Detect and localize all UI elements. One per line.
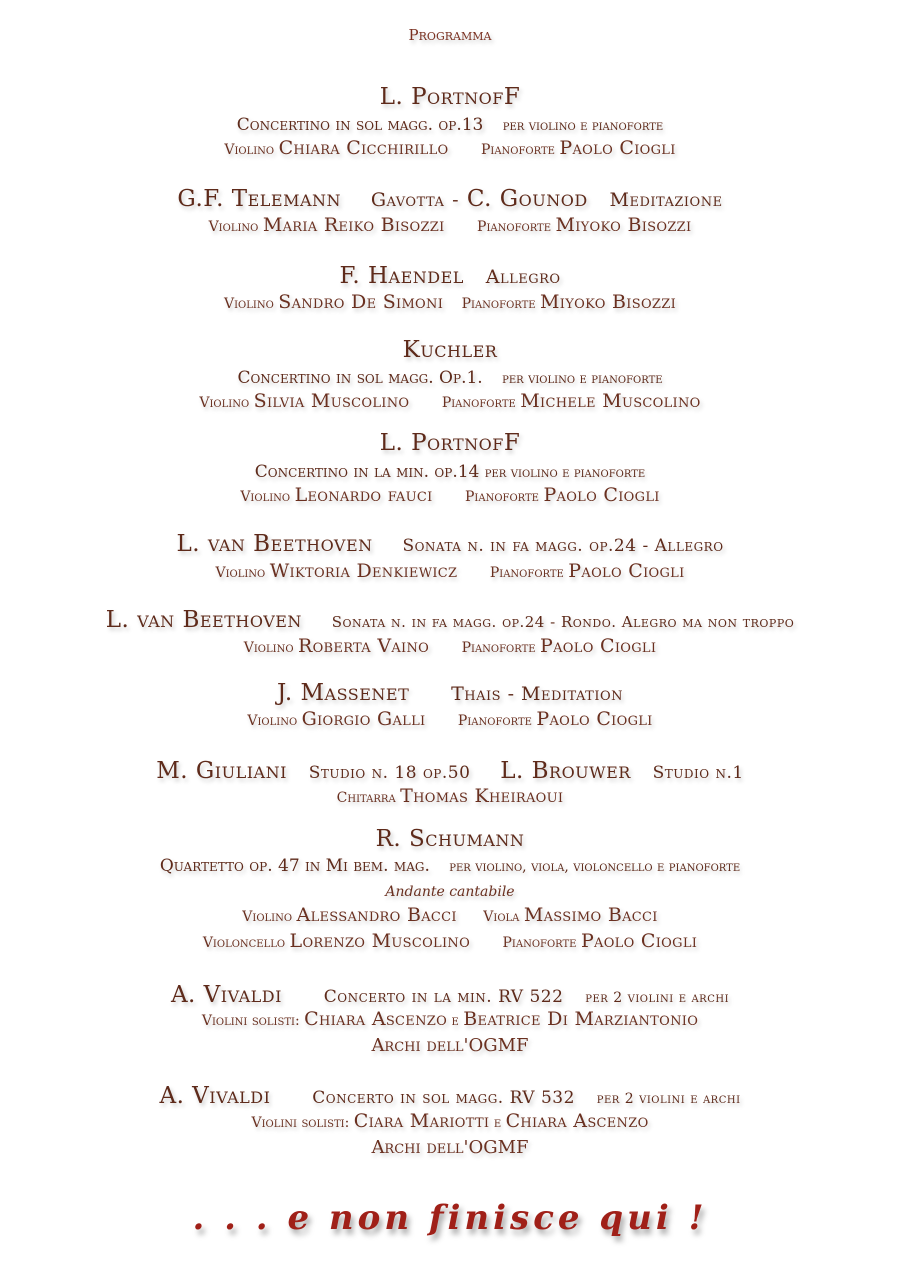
composer-line-9 — [0, 758, 900, 784]
composer-line-11 — [0, 982, 900, 1008]
role-label: Violino — [242, 909, 293, 925]
performer-name: Miyoko Bisozzi — [540, 291, 676, 313]
work-line-10 — [0, 856, 900, 876]
performers-line-3 — [0, 291, 900, 313]
performer-name: Leonardo fauci — [294, 484, 433, 506]
work-note: per 2 violini e archi — [596, 1091, 741, 1107]
conjunction: e — [493, 1115, 502, 1131]
role-label: Violini solisti: — [201, 1013, 300, 1029]
role-label: Violini solisti: — [251, 1115, 350, 1131]
dash: - — [452, 189, 460, 211]
work-note: per violino e pianoforte — [484, 465, 646, 481]
performer-name: Maria Reiko Bisozzi — [262, 214, 445, 236]
role-label: Pianoforte — [477, 219, 552, 235]
composer-line-7 — [0, 607, 900, 633]
performer-name: Alessandro Bacci — [296, 904, 457, 926]
work-title: Thais - Meditation — [451, 683, 624, 705]
performer-name: Chiara Cicchirillo — [278, 137, 449, 159]
performer-name: Chiara Ascenzo — [505, 1110, 649, 1132]
composer-vivaldi: A. Vivaldi — [170, 982, 282, 1008]
performers-line-2 — [0, 214, 900, 236]
work-title: Concerto in sol magg. RV 532 — [312, 1088, 575, 1108]
composer-kuchler: Kuchler — [402, 337, 498, 363]
performers-line-8 — [0, 708, 900, 730]
performers-line-11 — [0, 1008, 900, 1030]
composer-haendel: F. Haendel — [339, 263, 464, 289]
role-label: Pianoforte — [502, 935, 577, 951]
work-note: per violino e pianoforte — [502, 371, 663, 387]
work-title: Gavotta — [370, 189, 445, 211]
role-label: Viola — [483, 909, 520, 925]
work-line-4 — [0, 368, 900, 388]
performer-name: Paolo Ciogli — [540, 635, 657, 657]
composer-brouwer: L. Brouwer — [500, 758, 631, 784]
closing-tagline: . . . e non finisce qui ! — [192, 1198, 708, 1238]
role-label: Pianoforte — [480, 142, 555, 158]
program-heading: Programma — [408, 26, 492, 44]
role-label: Chitarra — [336, 790, 396, 806]
performer-name: Michele Muscolino — [520, 390, 701, 412]
role-label: Violino — [243, 640, 294, 656]
work-title: Quartetto op. 47 in Mi bem. mag. — [159, 856, 430, 876]
composer-line-8 — [0, 680, 900, 706]
composer-portnoff-2: L. PortnofF — [379, 430, 521, 456]
performer-name: Thomas Kheiraoui — [400, 785, 564, 807]
performers-line-12 — [0, 1110, 900, 1132]
performer-name: Wiktoria Denkiewicz — [269, 560, 458, 582]
role-label: Pianoforte — [457, 713, 532, 729]
performer-name: Giorgio Galli — [301, 708, 426, 730]
work-note: per 2 violini e archi — [585, 990, 730, 1006]
performer-name: Silvia Muscolino — [253, 390, 410, 412]
role-label: Pianoforte — [489, 565, 564, 581]
work-title: Concertino in sol magg. op.13 — [236, 115, 484, 135]
role-label: Violino — [240, 489, 291, 505]
performers-line-10b — [0, 930, 900, 952]
work-line-5 — [0, 462, 900, 482]
role-label: Violino — [247, 713, 298, 729]
composer-massenet: J. Massenet — [276, 680, 410, 706]
performer-name: Beatrice Di Marziantonio — [463, 1008, 699, 1030]
conjunction: e — [451, 1013, 459, 1029]
orchestra: Archi dell'OGMF — [371, 1137, 529, 1158]
work-line-1 — [0, 115, 900, 135]
performer-name: Lorenzo Muscolino — [289, 930, 471, 952]
composer-schumann: R. Schumann — [375, 826, 525, 852]
composers-line-2 — [0, 186, 900, 212]
work-title: Sonata n. in fa magg. op.24 - Allegro — [402, 536, 724, 556]
performer-name: Ciara Mariotti — [353, 1110, 490, 1132]
tempo-marking: Andante cantabile — [385, 884, 515, 900]
role-label: Violoncello — [202, 935, 286, 951]
work-title: Studio n. 18 op.50 — [308, 763, 471, 783]
performer-name: Paolo Ciogli — [543, 484, 660, 506]
performers-line-6 — [0, 560, 900, 582]
performers-line-1 — [0, 137, 900, 159]
performer-name: Massimo Bacci — [523, 904, 658, 926]
composer-beethoven: L. van Beethoven — [105, 607, 302, 633]
work-title: Allegro — [485, 266, 561, 288]
composer-line-6 — [0, 531, 900, 557]
work-title: Sonata n. in fa magg. op.24 - Rondo. Alegro ma non troppo — [331, 613, 795, 631]
performers-line-4 — [0, 390, 900, 412]
role-label: Pianoforte — [461, 640, 536, 656]
role-label: Violino — [208, 219, 259, 235]
composer-vivaldi: A. Vivaldi — [159, 1083, 271, 1109]
work-title: Studio n.1 — [652, 763, 744, 783]
role-label: Violino — [215, 565, 266, 581]
role-label: Violino — [224, 142, 275, 158]
performers-line-5 — [0, 484, 900, 506]
work-title: Concerto in la min. RV 522 — [323, 987, 564, 1007]
performer-name: Roberta Vaino — [297, 635, 430, 657]
composer-telemann: G.F. Telemann — [177, 186, 342, 212]
performer-name: Chiara Ascenzo — [304, 1008, 448, 1030]
work-title: Concertino in la min. op.14 — [254, 462, 480, 482]
performer-name: Paolo Ciogli — [580, 930, 698, 952]
work-title: Meditazione — [609, 189, 723, 211]
role-label: Pianoforte — [441, 395, 516, 411]
work-note: per violino e pianoforte — [502, 118, 664, 134]
work-note: per violino, viola, violoncello e pianoforte — [449, 859, 741, 875]
performer-name: Paolo Ciogli — [568, 560, 685, 582]
performers-line-7 — [0, 635, 900, 657]
performer-name: Sandro De Simoni — [278, 291, 444, 313]
performers-line-10a — [0, 904, 900, 926]
role-label: Pianoforte — [461, 296, 536, 312]
work-title: Concertino in sol magg. Op.1. — [237, 368, 483, 388]
role-label: Violino — [199, 395, 250, 411]
composer-giuliani: M. Giuliani — [156, 758, 287, 784]
performers-line-9 — [0, 785, 900, 807]
composer-line-3 — [0, 263, 900, 289]
orchestra: Archi dell'OGMF — [371, 1035, 529, 1056]
composer-line-12 — [0, 1083, 900, 1109]
composer-beethoven: L. van Beethoven — [176, 531, 373, 557]
performer-name: Miyoko Bisozzi — [555, 214, 692, 236]
composer-gounod: C. Gounod — [466, 186, 588, 212]
role-label: Violino — [223, 296, 274, 312]
performer-name: Paolo Ciogli — [559, 137, 676, 159]
performer-name: Paolo Ciogli — [536, 708, 653, 730]
composer-portnoff-1: L. PortnofF — [379, 84, 521, 110]
role-label: Pianoforte — [464, 489, 539, 505]
